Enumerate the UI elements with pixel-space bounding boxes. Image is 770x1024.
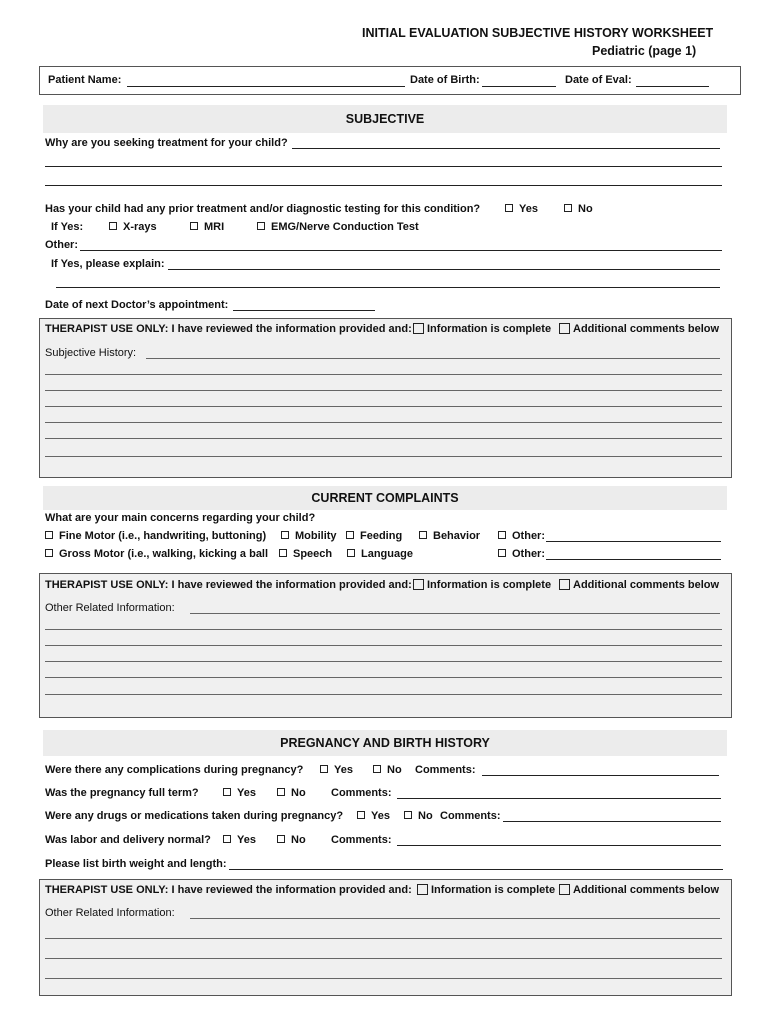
- behavior-label: Behavior: [433, 530, 481, 542]
- info-complete-checkbox[interactable]: [410, 323, 551, 335]
- other1-label: Other:: [512, 530, 545, 542]
- if-yes-label: If Yes:: [51, 221, 84, 233]
- language-checkbox[interactable]: [347, 548, 413, 560]
- additional-comments-label: Additional comments below: [573, 323, 720, 335]
- checkbox-icon: [223, 835, 231, 843]
- therapist-box-subjective: [39, 318, 732, 478]
- checkbox-icon: [413, 579, 424, 590]
- other-related-info-line[interactable]: [45, 661, 722, 662]
- comments-label: Comments:: [331, 834, 392, 846]
- prior-treatment-label: Has your child had any prior treatment and/or diagnostic testing for this condition?: [45, 203, 481, 215]
- complications-yes-checkbox[interactable]: [320, 764, 353, 776]
- checkbox-icon: [109, 222, 117, 230]
- checkbox-icon: [257, 222, 265, 230]
- other-test-field[interactable]: [80, 250, 722, 251]
- eval-date-label: Date of Eval:: [565, 74, 632, 86]
- yes-label: Yes: [371, 810, 390, 822]
- checkbox-icon: [564, 204, 572, 212]
- patient-name-field[interactable]: [127, 86, 405, 87]
- other2-checkbox[interactable]: [498, 548, 545, 560]
- concerns-label: What are your main concerns regarding your child?: [45, 512, 316, 524]
- drugs-comments-field[interactable]: [503, 821, 721, 822]
- subjective-history-line[interactable]: [45, 390, 722, 391]
- prior-yes-label: Yes: [519, 203, 538, 215]
- therapist-review-label: THERAPIST USE ONLY: I have reviewed the information provided and:: [45, 323, 412, 335]
- checkbox-icon: [281, 531, 289, 539]
- if-yes-explain-label: If Yes, please explain:: [51, 258, 165, 270]
- speech-checkbox[interactable]: [279, 548, 332, 560]
- checkbox-icon: [223, 788, 231, 796]
- mobility-checkbox[interactable]: [281, 530, 337, 542]
- info-complete-label: Information is complete: [427, 579, 552, 591]
- feeding-checkbox[interactable]: [346, 530, 402, 542]
- full-term-yes-checkbox[interactable]: [223, 787, 256, 799]
- patient-name-label: Patient Name:: [48, 74, 122, 86]
- drugs-no-checkbox[interactable]: [404, 810, 433, 822]
- drugs-yes-checkbox[interactable]: [357, 810, 390, 822]
- xrays-label: X-rays: [123, 221, 157, 233]
- comments-label: Comments:: [440, 810, 501, 822]
- other-related-info-line[interactable]: [45, 629, 722, 630]
- complications-no-checkbox[interactable]: [373, 764, 402, 776]
- other-related-info-line[interactable]: [45, 978, 722, 979]
- dob-field[interactable]: [482, 86, 556, 87]
- subjective-heading: SUBJECTIVE: [43, 105, 727, 133]
- no-label: No: [291, 787, 306, 799]
- checkbox-icon: [45, 531, 53, 539]
- prior-no-label: No: [578, 203, 593, 215]
- birth-weight-field[interactable]: [229, 869, 723, 870]
- checkbox-icon: [498, 531, 506, 539]
- checkbox-icon: [559, 884, 570, 895]
- comments-label: Comments:: [415, 764, 476, 776]
- other-related-info-label: Other Related Information:: [45, 907, 175, 919]
- speech-label: Speech: [293, 548, 333, 560]
- checkbox-icon: [419, 531, 427, 539]
- other1-field[interactable]: [546, 541, 721, 542]
- no-label: No: [418, 810, 433, 822]
- pregnancy-heading: PREGNANCY AND BIRTH HISTORY: [43, 730, 727, 756]
- checkbox-icon: [559, 579, 570, 590]
- full-term-comments-field[interactable]: [397, 798, 721, 799]
- checkbox-icon: [320, 765, 328, 773]
- complications-comments-field[interactable]: [482, 775, 719, 776]
- fine-motor-checkbox[interactable]: [45, 530, 266, 542]
- mri-checkbox[interactable]: [190, 221, 224, 233]
- next-appt-field[interactable]: [233, 310, 375, 311]
- additional-comments-checkbox[interactable]: [556, 884, 719, 896]
- other-related-info-line[interactable]: [45, 938, 722, 939]
- checkbox-icon: [277, 835, 285, 843]
- other-test-label: Other:: [45, 239, 78, 251]
- other2-field[interactable]: [546, 559, 721, 560]
- checkbox-icon: [45, 549, 53, 557]
- comments-label: Comments:: [331, 787, 392, 799]
- other-related-info-line[interactable]: [45, 958, 722, 959]
- if-yes-explain-field[interactable]: [168, 269, 720, 270]
- checkbox-icon: [346, 531, 354, 539]
- feeding-label: Feeding: [360, 530, 403, 542]
- why-seeking-field[interactable]: [292, 148, 720, 149]
- eval-date-field[interactable]: [636, 86, 709, 87]
- other-related-info-field[interactable]: [190, 613, 720, 614]
- checkbox-icon: [417, 884, 428, 895]
- other-related-info-line[interactable]: [45, 694, 722, 695]
- subjective-history-label: Subjective History:: [45, 347, 137, 359]
- checkbox-icon: [373, 765, 381, 773]
- fine-motor-label: Fine Motor (i.e., handwriting, buttoning): [59, 530, 267, 542]
- mri-label: MRI: [204, 221, 225, 233]
- full-term-label: Was the pregnancy full term?: [45, 787, 199, 799]
- no-label: No: [387, 764, 402, 776]
- emg-checkbox[interactable]: [257, 221, 419, 233]
- info-complete-label: Information is complete: [427, 323, 552, 335]
- prior-yes-checkbox[interactable]: [505, 203, 538, 215]
- form-subtitle: Pediatric (page 1): [592, 44, 697, 58]
- additional-comments-checkbox[interactable]: [556, 323, 719, 335]
- info-complete-label: Information is complete: [431, 884, 556, 896]
- checkbox-icon: [357, 811, 365, 819]
- additional-comments-checkbox[interactable]: [556, 579, 719, 591]
- subjective-history-line[interactable]: [45, 422, 722, 423]
- additional-comments-label: Additional comments below: [573, 884, 720, 896]
- other-related-info-line[interactable]: [45, 677, 722, 678]
- yes-label: Yes: [334, 764, 353, 776]
- yes-label: Yes: [237, 834, 256, 846]
- labor-normal-label: Was labor and delivery normal?: [45, 834, 211, 846]
- complaints-heading: CURRENT COMPLAINTS: [43, 486, 727, 510]
- why-seeking-label: Why are you seeking treatment for your child?: [45, 137, 288, 149]
- yes-label: Yes: [237, 787, 256, 799]
- additional-comments-label: Additional comments below: [573, 579, 720, 591]
- prior-no-checkbox[interactable]: [564, 203, 593, 215]
- next-appt-label: Date of next Doctor’s appointment:: [45, 299, 229, 311]
- checkbox-icon: [505, 204, 513, 212]
- subjective-history-line[interactable]: [45, 406, 722, 407]
- why-seeking-line-2[interactable]: [45, 166, 722, 167]
- checkbox-icon: [413, 323, 424, 334]
- drugs-label: Were any drugs or medications taken during pregnancy?: [45, 810, 344, 822]
- dob-label: Date of Birth:: [410, 74, 480, 86]
- mobility-label: Mobility: [295, 530, 337, 542]
- subjective-history-field[interactable]: [146, 358, 720, 359]
- checkbox-icon: [347, 549, 355, 557]
- complications-label: Were there any complications during pregnancy?: [45, 764, 304, 776]
- other-related-info-field[interactable]: [190, 918, 720, 919]
- other-related-info-label: Other Related Information:: [45, 602, 175, 614]
- therapist-review-label: THERAPIST USE ONLY: I have reviewed the information provided and:: [45, 884, 412, 896]
- patient-info-box: [39, 66, 741, 95]
- subjective-history-line[interactable]: [45, 438, 722, 439]
- emg-label: EMG/Nerve Conduction Test: [271, 221, 419, 233]
- form-title: INITIAL EVALUATION SUBJECTIVE HISTORY WORKSHEET: [362, 26, 714, 40]
- subjective-history-line[interactable]: [45, 374, 722, 375]
- xrays-checkbox[interactable]: [109, 221, 157, 233]
- info-complete-checkbox[interactable]: [414, 884, 555, 896]
- labor-no-checkbox[interactable]: [277, 834, 306, 846]
- other1-checkbox[interactable]: [498, 530, 545, 542]
- subjective-history-line[interactable]: [45, 456, 722, 457]
- why-seeking-line-3[interactable]: [45, 185, 722, 186]
- info-complete-checkbox[interactable]: [410, 579, 551, 591]
- other-related-info-line[interactable]: [45, 645, 722, 646]
- labor-comments-field[interactable]: [397, 845, 721, 846]
- behavior-checkbox[interactable]: [419, 530, 480, 542]
- if-yes-explain-line-2[interactable]: [56, 287, 720, 288]
- checkbox-icon: [404, 811, 412, 819]
- full-term-no-checkbox[interactable]: [277, 787, 306, 799]
- no-label: No: [291, 834, 306, 846]
- gross-motor-label: Gross Motor (i.e., walking, kicking a ball: [59, 548, 269, 560]
- checkbox-icon: [190, 222, 198, 230]
- gross-motor-checkbox[interactable]: [45, 548, 268, 560]
- labor-yes-checkbox[interactable]: [223, 834, 256, 846]
- language-label: Language: [361, 548, 413, 560]
- therapist-review-label: THERAPIST USE ONLY: I have reviewed the information provided and:: [45, 579, 412, 591]
- checkbox-icon: [277, 788, 285, 796]
- checkbox-icon: [559, 323, 570, 334]
- checkbox-icon: [279, 549, 287, 557]
- birth-weight-label: Please list birth weight and length:: [45, 858, 227, 870]
- other2-label: Other:: [512, 548, 545, 560]
- checkbox-icon: [498, 549, 506, 557]
